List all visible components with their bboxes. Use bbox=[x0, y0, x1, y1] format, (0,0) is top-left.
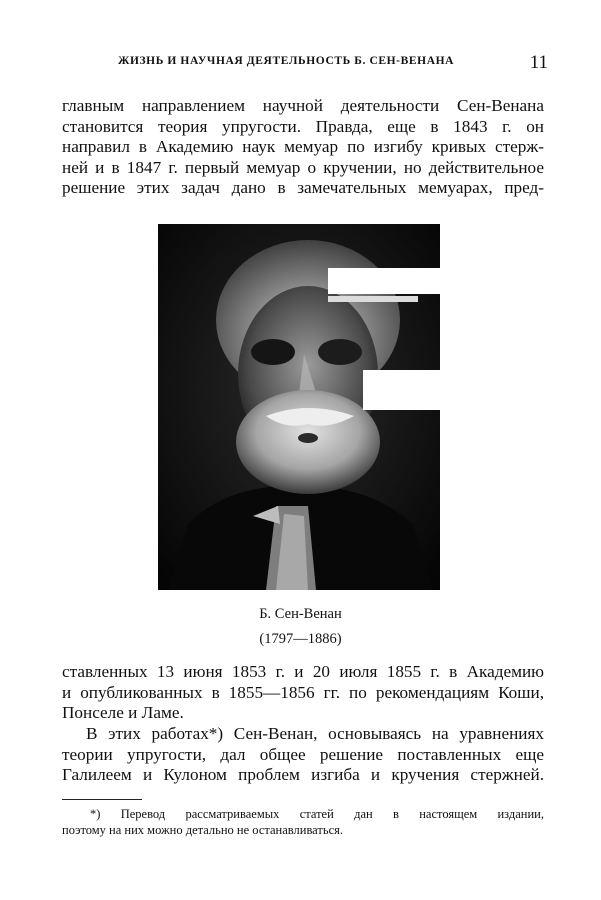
text-line: становится теория упругости. Правда, еще в 1843 г. он bbox=[62, 116, 544, 136]
text-line: ней и в 1847 г. первый мемуар о кручении, но действительное bbox=[62, 157, 544, 177]
footnote-line: *) Перевод рассматриваемых статей дан в настоящем издании, bbox=[90, 807, 544, 821]
page-number: 11 bbox=[529, 52, 548, 73]
text-line: теории упругости, дал общее решение поставленных еще bbox=[62, 744, 544, 764]
photo-caption-years: (1797—1886) bbox=[259, 631, 342, 647]
text-line: В этих работах*) Сен-Венан, основываясь на уравнениях bbox=[86, 724, 544, 743]
text-line: ставленных 13 июня 1853 г. и 20 июля 1855 г. в Академию bbox=[62, 662, 544, 681]
paragraph-top bbox=[62, 96, 544, 199]
text-line: направил в Академию наук мемуар по изгибу кривых стерж- bbox=[62, 137, 544, 156]
footnote bbox=[62, 806, 544, 838]
footnote-line: поэтому на них можно детально не останавливаться. bbox=[62, 823, 343, 837]
text-line: Галилеем и Кулоном проблем изгиба и кручения стержней. bbox=[62, 765, 544, 784]
running-title: ЖИЗНЬ И НАУЧНАЯ ДЕЯТЕЛЬНОСТЬ Б. СЕН-ВЕНАНА bbox=[118, 55, 455, 67]
running-header bbox=[118, 52, 548, 74]
paragraph-works bbox=[62, 724, 544, 786]
text-line: решение этих задач дано в замечательных мемуарах, пред- bbox=[62, 178, 544, 197]
text-line: главным направлением научной деятельности Сен-Венана bbox=[62, 96, 544, 115]
portrait-photo bbox=[158, 224, 440, 590]
text-line: и опубликованных в 1855—1856 гг. по рекомендациям Коши, bbox=[62, 682, 544, 702]
photo-caption-name: Б. Сен-Венан bbox=[259, 606, 342, 622]
portrait-illustration bbox=[158, 224, 440, 590]
paragraph-bottom bbox=[62, 662, 544, 724]
text-line: Понселе и Ламе. bbox=[62, 703, 184, 722]
footnote-divider bbox=[62, 799, 142, 800]
